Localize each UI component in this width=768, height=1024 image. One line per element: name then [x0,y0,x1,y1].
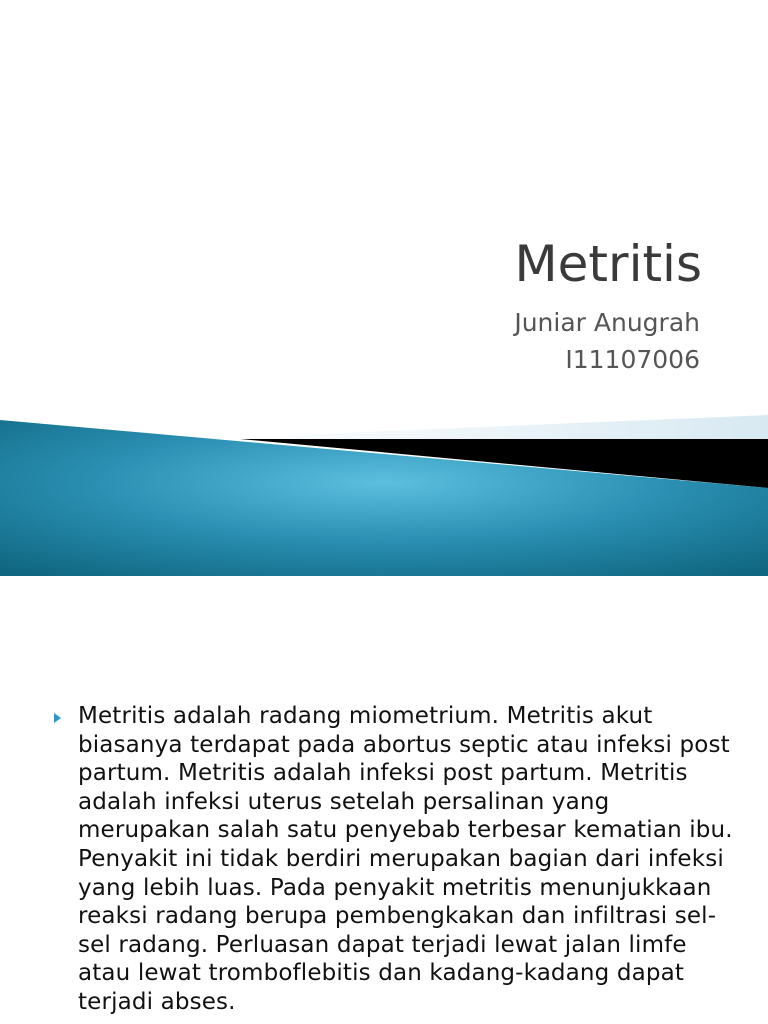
band-light-stripe [220,415,768,439]
author-name: Juniar Anugrah [514,308,700,337]
slide-title: Metritis [514,235,702,293]
triangle-right-bullet-icon [54,713,61,723]
decorative-band [0,410,768,576]
bullet-item [54,702,734,1017]
content-slide [0,576,768,1024]
student-id: I11107006 [565,345,700,374]
slide-subtitle [514,304,700,378]
bullet-text: Metritis adalah radang miometrium. Metritis akut biasanya terdapat pada abortus septic atau infeksi post partum. Metritis adalah infeksi post partum. Metritis adalah infeksi uterus setelah persalinan yang merupakan salah satu penyebab terbesar kematian ibu. Penyakit ini tidak berdiri merupakan bagian dari infeksi yang lebih luas. Pada penyakit metritis menunjukkaan reaksi radang berupa pembengkakan dan infiltrasi sel-sel radang. Perluasan dapat terjadi lewat jalan limfe atau lewat tromboflebitis dan kadang-kadang dapat terjadi abses. [78,703,733,1015]
